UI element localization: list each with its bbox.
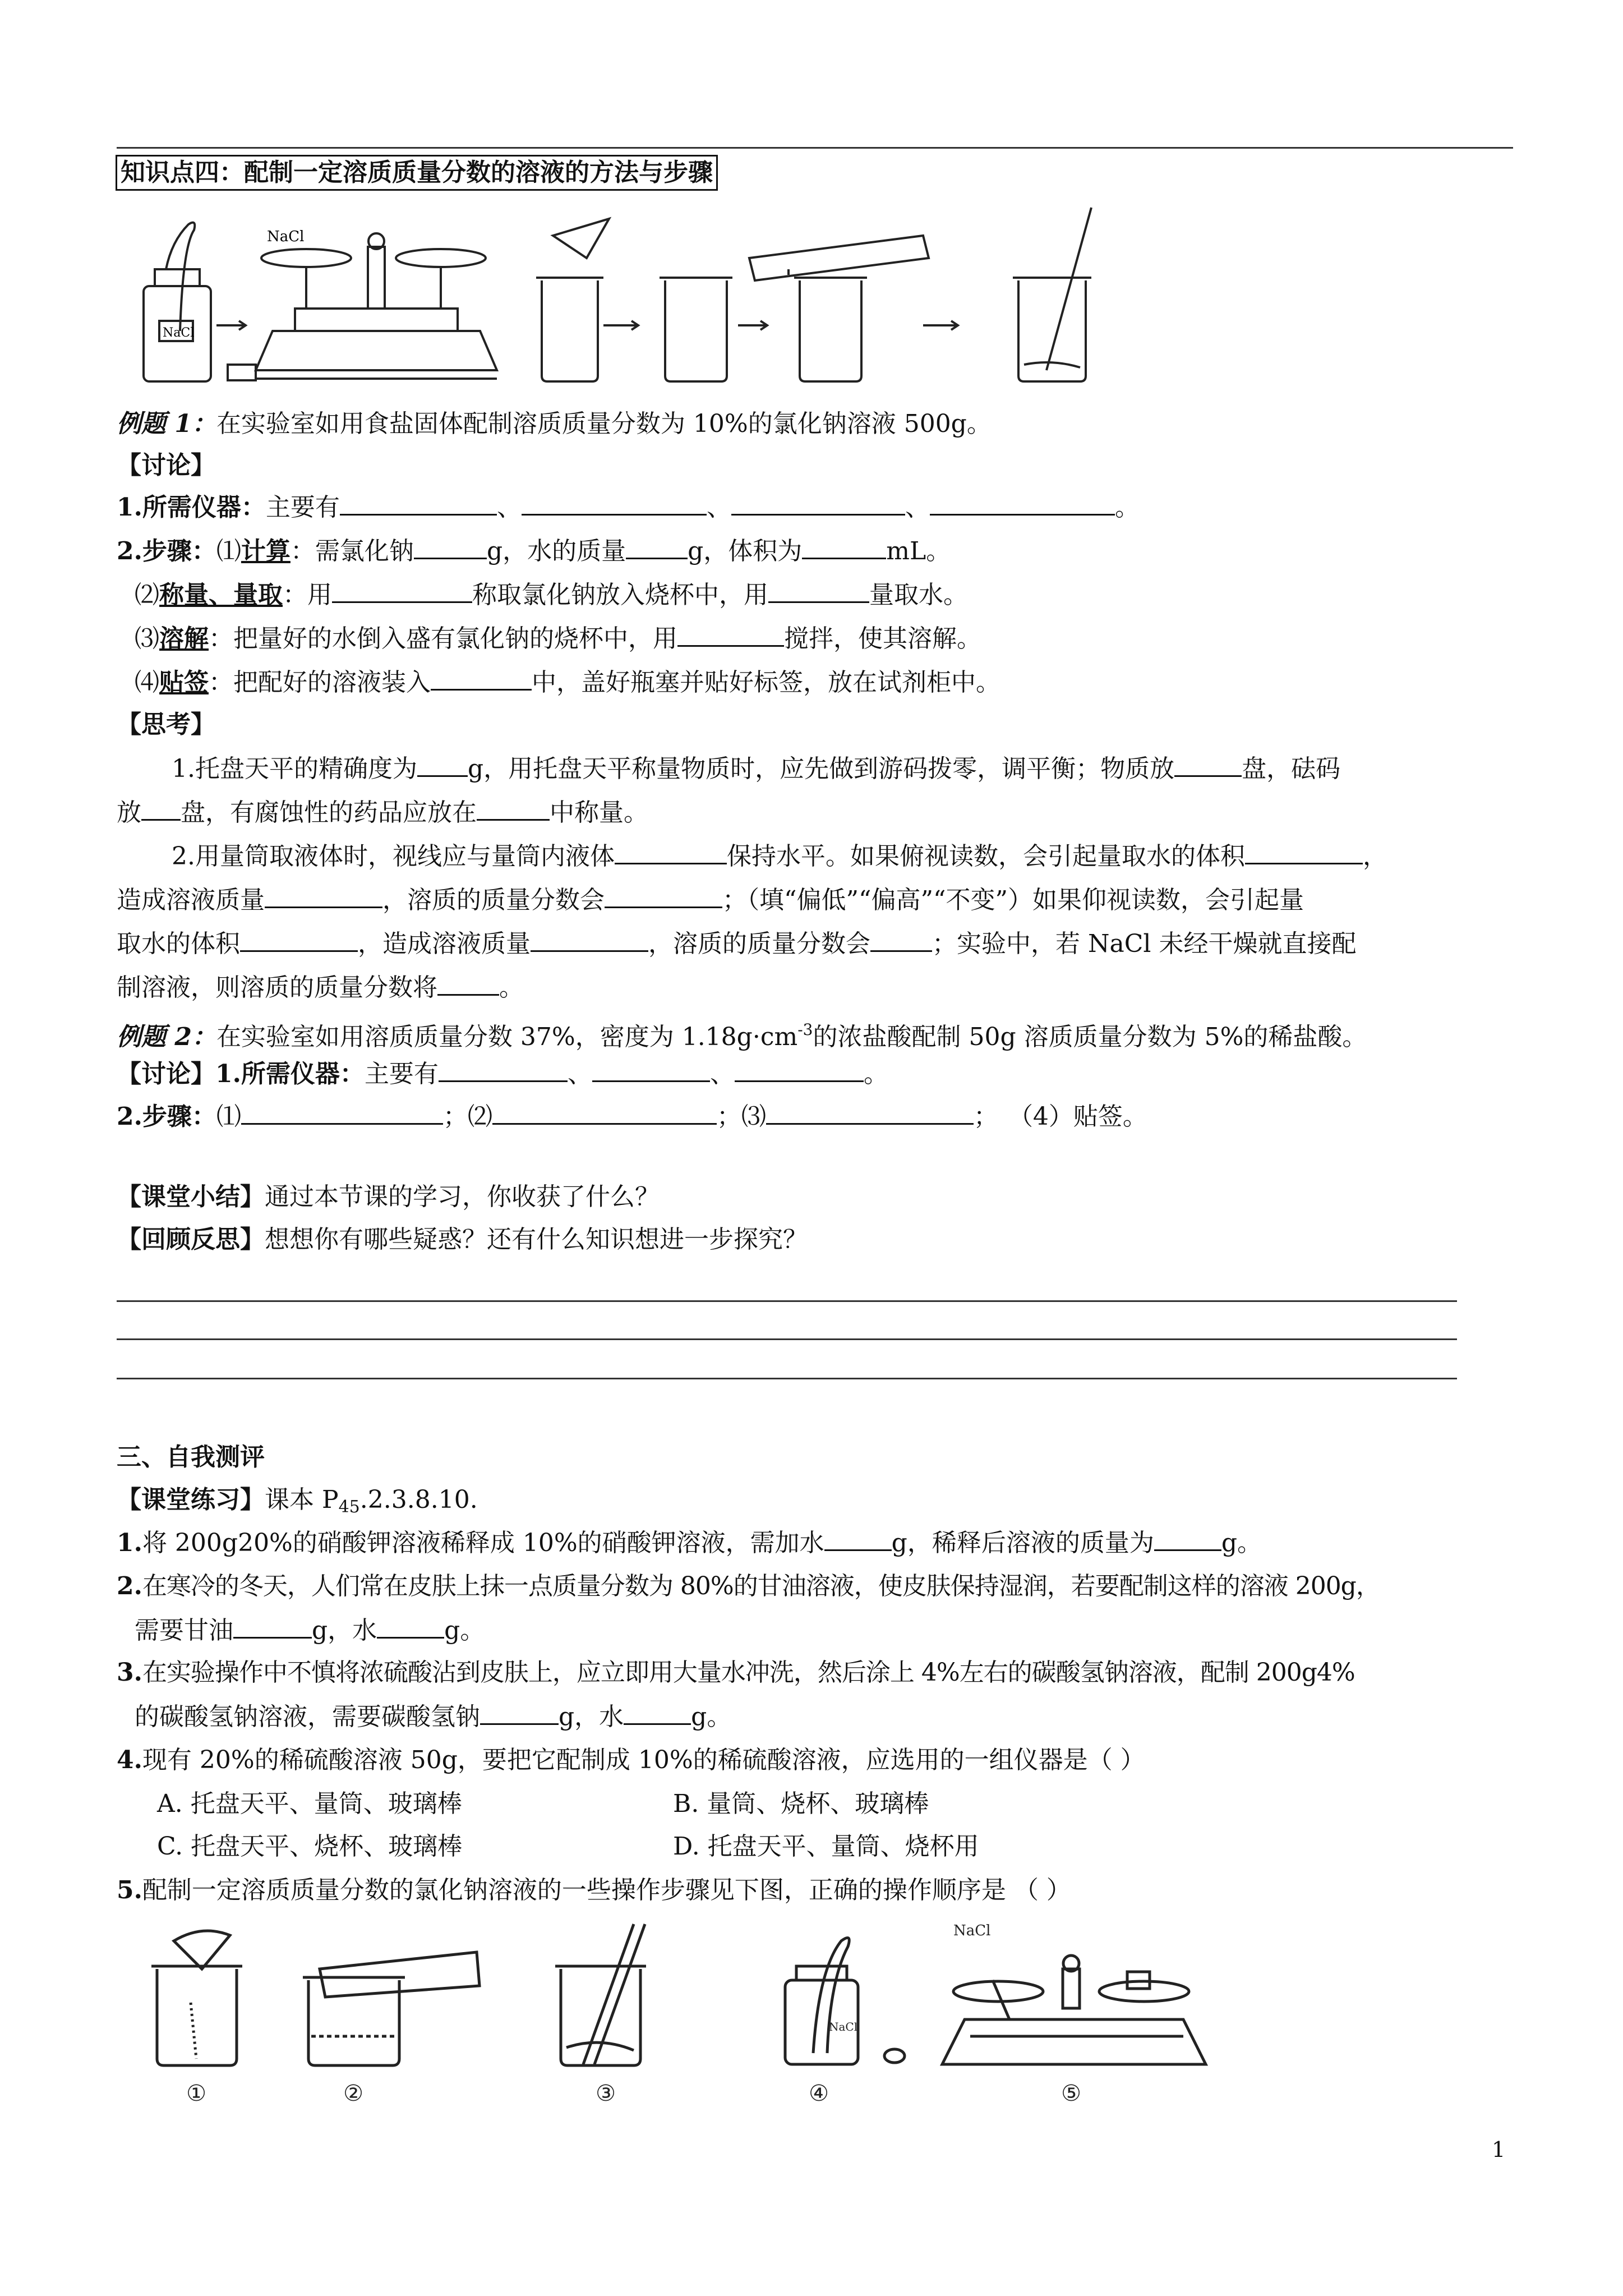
blank[interactable] bbox=[531, 927, 648, 952]
section-3-heading: 三、自我测评 bbox=[117, 1443, 265, 1471]
blank[interactable] bbox=[332, 578, 472, 603]
measuring-cylinder-icon bbox=[749, 236, 929, 381]
think-1-line-2 bbox=[117, 795, 648, 830]
step-index: ⑷ bbox=[135, 668, 159, 697]
blank[interactable] bbox=[431, 665, 532, 691]
blank[interactable] bbox=[677, 622, 784, 647]
blank[interactable] bbox=[141, 795, 181, 821]
blank[interactable] bbox=[766, 1099, 974, 1125]
text: 2. bbox=[117, 1572, 142, 1600]
text: 。 bbox=[499, 973, 524, 1002]
blank[interactable] bbox=[731, 490, 905, 516]
nacl-top-label: NaCl bbox=[953, 1922, 991, 1939]
blank[interactable] bbox=[241, 1099, 443, 1125]
step-text: ：用 bbox=[283, 581, 332, 609]
text: 保持水平。如果俯视读数，会引起量取水的体积 bbox=[726, 842, 1245, 871]
sep: 、 bbox=[706, 493, 731, 522]
think-2-line-3 bbox=[117, 927, 1356, 961]
nacl-label: NaCl bbox=[267, 228, 305, 245]
beaker-icon bbox=[536, 219, 609, 381]
text: 需要甘油 bbox=[135, 1616, 233, 1645]
example-1-label: 例题 1： bbox=[117, 409, 216, 438]
blank[interactable] bbox=[605, 883, 722, 908]
text: 主要有 bbox=[364, 1060, 439, 1088]
text: 1. bbox=[117, 1529, 142, 1557]
page-number: 1 bbox=[1492, 2137, 1506, 2162]
text: 1.托盘天平的精确度为 bbox=[172, 754, 417, 783]
think-2-line-2 bbox=[117, 883, 1304, 917]
blank[interactable] bbox=[802, 534, 886, 559]
blank[interactable] bbox=[592, 1057, 710, 1082]
text: 想想你有哪些疑惑？还有什么知识想进一步探究？ bbox=[265, 1225, 808, 1254]
text: 盘，有腐蚀性的药品应放在 bbox=[181, 798, 477, 827]
text: g。 bbox=[1221, 1529, 1262, 1557]
sep: 、 bbox=[709, 1060, 735, 1088]
text: 课本 P bbox=[265, 1485, 339, 1514]
text: ，造成溶液质量 bbox=[358, 930, 531, 958]
figure-label-4: ④ bbox=[809, 2081, 829, 2106]
writing-line[interactable] bbox=[117, 1378, 1457, 1379]
text: 在实验操作中不慎将浓硫酸沾到皮肤上，应立即用大量水冲洗，然后涂上 4%左右的碳酸氢钠溶液，配制 200g4% bbox=[142, 1658, 1355, 1687]
think-1-line-1 bbox=[172, 752, 1340, 786]
text: ， bbox=[1362, 842, 1387, 871]
blank[interactable] bbox=[477, 795, 550, 821]
text: ；实验中，若 NaCl 未经干燥就直接配 bbox=[932, 930, 1357, 958]
instruments-line bbox=[117, 490, 1140, 524]
operation-steps-figure bbox=[140, 1918, 1234, 2109]
blank[interactable] bbox=[615, 839, 727, 864]
sep: 、 bbox=[905, 493, 930, 522]
example-1-text: 在实验室如用食盐固体配制溶质质量分数为 10%的氯化钠溶液 500g。 bbox=[216, 409, 992, 438]
blank[interactable] bbox=[768, 578, 869, 603]
example-2 bbox=[117, 1013, 1367, 1054]
step-text: 称取氯化钠放入烧杯中，用 bbox=[472, 581, 768, 609]
blank[interactable] bbox=[522, 490, 707, 516]
text: g，用托盘天平称量物质时，应先做到游码拨零，调平衡；物质放 bbox=[467, 754, 1175, 783]
instr-pre: 主要有 bbox=[265, 493, 340, 522]
blank[interactable] bbox=[1245, 839, 1363, 864]
blank[interactable] bbox=[626, 534, 688, 559]
text: 配制一定溶质质量分数的氯化钠溶液的一些操作步骤见下图，正确的操作顺序是 （ ） bbox=[142, 1876, 1071, 1904]
blank[interactable] bbox=[340, 490, 497, 516]
superscript: -3 bbox=[797, 1020, 813, 1039]
question-4 bbox=[117, 1743, 1145, 1777]
example-1 bbox=[117, 407, 992, 441]
step-index: ⑵ bbox=[135, 581, 159, 609]
writing-line[interactable] bbox=[117, 1338, 1457, 1340]
text: 现有 20%的稀硫酸溶液 50g，要把它配制成 10%的稀硫酸溶液，应选用的一组仪器是（ ） bbox=[142, 1746, 1145, 1774]
text: 取水的体积 bbox=[117, 930, 240, 958]
example-2-discussion bbox=[117, 1057, 888, 1091]
instr-num: 1.所需仪器： bbox=[117, 493, 266, 522]
text: 制溶液，则溶质的质量分数将 bbox=[117, 973, 437, 1002]
blank[interactable] bbox=[870, 927, 932, 952]
text: ⑴ bbox=[216, 1102, 241, 1131]
reagent-jar-icon bbox=[785, 1938, 905, 2064]
sep: 、 bbox=[567, 1060, 592, 1088]
option-d[interactable]: D. 托盘天平、量筒、烧杯用 bbox=[673, 1832, 979, 1861]
text: 1.所需仪器： bbox=[215, 1060, 365, 1088]
text: 4. bbox=[117, 1746, 142, 1774]
text: 盘，砝码 bbox=[1242, 754, 1341, 783]
blank[interactable] bbox=[377, 1613, 444, 1639]
beaker-with-paper-icon bbox=[151, 1931, 242, 2065]
text: 【回顾反思】 bbox=[117, 1225, 265, 1254]
step-3-line bbox=[135, 622, 981, 656]
blank[interactable] bbox=[480, 1700, 559, 1725]
text: g，水 bbox=[312, 1616, 377, 1645]
blank[interactable] bbox=[439, 1057, 568, 1082]
text: 在实验室如用溶质质量分数 37%，密度为 1.18g·cm bbox=[216, 1023, 798, 1051]
text: 将 200g20%的硝酸钾溶液稀释成 10%的硝酸钾溶液，需加水 bbox=[142, 1529, 824, 1557]
figure-label-2: ② bbox=[343, 2081, 363, 2106]
option-c[interactable]: C. 托盘天平、烧杯、玻璃棒 bbox=[157, 1832, 463, 1861]
text: 在寒冷的冬天，人们常在皮肤上抹一点质量分数为 80%的甘油溶液，使皮肤保持湿润，若要配制这样的溶液 200g， bbox=[142, 1572, 1380, 1600]
text: g，稀释后溶液的质量为 bbox=[891, 1529, 1154, 1557]
text: ，溶质的质量分数会 bbox=[382, 886, 605, 914]
blank[interactable] bbox=[824, 1526, 892, 1551]
blank[interactable] bbox=[624, 1700, 691, 1725]
example-2-label: 例题 2： bbox=[117, 1023, 216, 1051]
blank[interactable] bbox=[417, 752, 468, 777]
step-text: 搅拌，使其溶解。 bbox=[784, 624, 981, 653]
beaker-with-glass-rod-icon bbox=[555, 1924, 646, 2065]
balance-icon bbox=[256, 233, 497, 379]
step-text: ：把量好的水倒入盛有氯化钠的烧杯中，用 bbox=[209, 624, 677, 653]
procedure-figure bbox=[127, 196, 1170, 387]
text: 的碳酸氢钠溶液，需要碳酸氢钠 bbox=[135, 1703, 480, 1731]
blank[interactable] bbox=[492, 1099, 717, 1125]
text: 2.用量筒取液体时，视线应与量筒内液体 bbox=[172, 842, 615, 871]
blank[interactable] bbox=[930, 490, 1115, 516]
figure-label-3: ③ bbox=[596, 2081, 616, 2106]
blank[interactable] bbox=[437, 970, 499, 996]
blank[interactable] bbox=[1174, 752, 1242, 777]
step-title: 称量、量取 bbox=[159, 581, 283, 609]
weight-icon bbox=[228, 365, 256, 380]
blank[interactable] bbox=[265, 883, 382, 908]
text: 造成溶液质量 bbox=[117, 886, 265, 914]
step-title: 贴签 bbox=[159, 668, 209, 697]
text: 的浓盐酸配制 50g 溶质质量分数为 5%的稀盐酸。 bbox=[813, 1023, 1367, 1051]
beaker-icon bbox=[660, 278, 732, 381]
text: 放 bbox=[117, 798, 141, 827]
reflect-line bbox=[117, 1223, 808, 1257]
figure-label-5: ⑤ bbox=[1061, 2081, 1081, 2106]
text: 中称量。 bbox=[550, 798, 648, 827]
text: .2.3.8.10. bbox=[359, 1485, 478, 1514]
question-1 bbox=[117, 1526, 1262, 1560]
step-text: ：把配好的溶液装入 bbox=[209, 668, 431, 697]
step-2-line bbox=[135, 578, 968, 612]
reagent-jar-icon bbox=[144, 223, 211, 381]
heading-text: 知识点四：配制一定溶质质量分数的溶液的方法与步骤 bbox=[121, 158, 713, 187]
question-3-line-1 bbox=[117, 1656, 1355, 1690]
step-index: ⑶ bbox=[135, 624, 159, 653]
jar-label: NaCl bbox=[163, 326, 195, 340]
text: ，溶质的质量分数会 bbox=[648, 930, 870, 958]
sep: ； bbox=[716, 1102, 741, 1131]
text: 3. bbox=[117, 1658, 142, 1687]
text: 通过本节课的学习，你收获了什么？ bbox=[265, 1182, 660, 1211]
think-2-line-4 bbox=[117, 970, 524, 1005]
text: ⑶ bbox=[741, 1102, 766, 1131]
example-2-steps bbox=[117, 1099, 1147, 1134]
step-title: 计算 bbox=[241, 537, 291, 565]
step-text: g，体积为 bbox=[688, 537, 803, 565]
text: 2.步骤： bbox=[117, 1102, 216, 1131]
blank[interactable] bbox=[233, 1613, 312, 1639]
step-index: ⑴ bbox=[216, 537, 241, 565]
step-1-line bbox=[117, 534, 951, 568]
question-2-line-2 bbox=[135, 1613, 485, 1648]
step-title: 溶解 bbox=[159, 624, 209, 653]
text: 【课堂练习】 bbox=[117, 1485, 265, 1514]
step-text: mL。 bbox=[886, 537, 951, 565]
writing-line[interactable] bbox=[117, 1300, 1457, 1302]
text: g。 bbox=[691, 1703, 732, 1731]
summary-line bbox=[117, 1180, 660, 1214]
question-5 bbox=[117, 1874, 1071, 1907]
step-text: g，水的质量 bbox=[486, 537, 626, 565]
beaker-with-glass-rod-icon bbox=[1013, 208, 1091, 381]
practice-line bbox=[117, 1483, 478, 1524]
subscript: 45 bbox=[338, 1497, 360, 1517]
steps-num: 2.步骤： bbox=[117, 537, 216, 565]
question-2-line-1 bbox=[117, 1570, 1380, 1603]
balance-icon bbox=[942, 1955, 1206, 2064]
think-heading: 【思考】 bbox=[117, 710, 215, 739]
text: ；（填“偏低”“偏高”“不变”）如果仰视读数，会引起量 bbox=[722, 886, 1304, 914]
blank[interactable] bbox=[735, 1057, 864, 1082]
top-rule bbox=[117, 147, 1513, 149]
discussion-heading: 【讨论】 bbox=[117, 451, 215, 480]
text: g，水 bbox=[559, 1703, 624, 1731]
step-text: 量取水。 bbox=[869, 581, 968, 609]
nacl-jar-label: NaCl bbox=[829, 2020, 858, 2033]
text: 【讨论】 bbox=[117, 1060, 215, 1088]
section-heading bbox=[116, 155, 718, 191]
step-text: ：需氯化钠 bbox=[290, 537, 414, 565]
end: 。 bbox=[863, 1060, 888, 1088]
think-2-line-1 bbox=[172, 839, 1387, 873]
option-b[interactable]: B. 量筒、烧杯、玻璃棒 bbox=[673, 1789, 929, 1818]
sep: 、 bbox=[496, 493, 522, 522]
step-4-line bbox=[135, 665, 1000, 700]
sep: ； bbox=[973, 1102, 998, 1131]
blank[interactable] bbox=[240, 927, 358, 952]
sep: ； bbox=[442, 1102, 468, 1131]
text: 5. bbox=[117, 1876, 142, 1904]
figure-label-1: ① bbox=[186, 2081, 206, 2106]
text: g。 bbox=[444, 1616, 485, 1645]
blank[interactable] bbox=[414, 534, 487, 559]
text: ⑵ bbox=[467, 1102, 492, 1131]
text: 【课堂小结】 bbox=[117, 1182, 265, 1211]
text: （4）贴签。 bbox=[1020, 1102, 1147, 1131]
blank[interactable] bbox=[1154, 1526, 1221, 1551]
option-a[interactable]: A. 托盘天平、量筒、玻璃棒 bbox=[157, 1789, 462, 1818]
beaker-with-cylinder-icon bbox=[303, 1952, 479, 2065]
end: 。 bbox=[1114, 493, 1140, 522]
step-text: 中，盖好瓶塞并贴好标签，放在试剂柜中。 bbox=[532, 668, 1000, 697]
question-3-line-2 bbox=[135, 1700, 731, 1734]
